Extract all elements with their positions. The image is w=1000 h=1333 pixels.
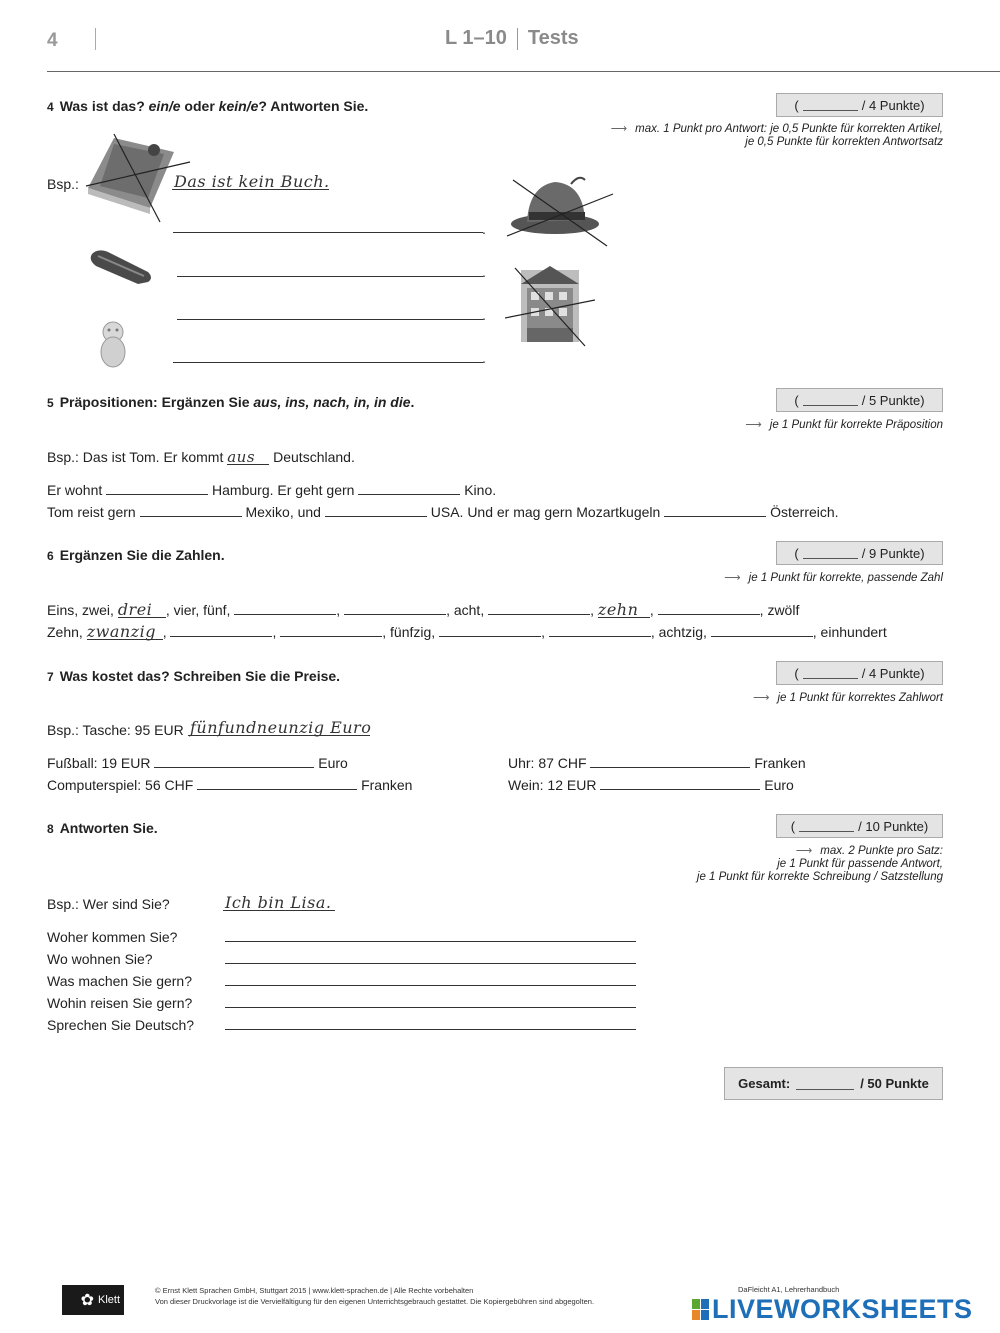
line-end-dot: . xyxy=(482,307,486,323)
points-open: ( xyxy=(794,545,799,561)
ex5-title-part: aus, ins, nach, in, in die xyxy=(253,394,411,410)
header-divider-left xyxy=(95,28,96,50)
ex5-example xyxy=(47,449,355,465)
ex7-example-label: Bsp.: Tasche: 95 EUR xyxy=(47,722,184,738)
ex6-title-text: Ergänzen Sie die Zahlen. xyxy=(59,547,225,563)
line-end-dot: . xyxy=(482,221,486,237)
answer-line[interactable] xyxy=(225,1029,636,1030)
page-number: 4 xyxy=(47,30,58,51)
ex4-example-line xyxy=(172,189,329,190)
points-label: / 4 Punkte) xyxy=(861,665,925,681)
ex4-note-line: je 0,5 Punkte für korrekten Antwortsatz xyxy=(745,136,943,148)
ex6-text: , xyxy=(336,602,341,618)
answer-blank[interactable] xyxy=(711,636,813,637)
ex4-number: 4 xyxy=(47,100,54,114)
answer-blank[interactable] xyxy=(488,614,590,615)
ex6-text: , xyxy=(649,602,654,618)
ex6-note xyxy=(724,572,943,585)
arrow-icon: ⟶ xyxy=(752,692,770,704)
ex7-item-unit: Euro xyxy=(318,755,348,771)
ex6-text: , achtzig, xyxy=(650,624,707,640)
points-input[interactable] xyxy=(803,394,858,406)
total-points-label: / 50 Punkte xyxy=(860,1076,929,1091)
answer-blank[interactable] xyxy=(590,767,750,768)
ex7-note-text: je 1 Punkt für korrektes Zahlwort xyxy=(777,692,943,704)
ex6-text: , zwölf xyxy=(759,602,800,618)
ex5-note-text: je 1 Punkt für korrekte Präposition xyxy=(769,419,943,431)
ex5-note xyxy=(745,419,943,432)
points-input[interactable] xyxy=(803,547,858,559)
ex6-points-box xyxy=(776,541,943,565)
total-points-box xyxy=(724,1067,943,1100)
ex7-note xyxy=(753,692,943,705)
ex7-item-football xyxy=(47,755,348,771)
points-label: / 4 Punkte) xyxy=(861,97,925,113)
ex5-title-part: Präpositionen: Ergänzen Sie xyxy=(59,394,254,410)
footer-copyright xyxy=(155,1285,594,1307)
ex8-question: Woher kommen Sie? xyxy=(47,929,178,945)
line-end-dot: . xyxy=(482,350,486,366)
ex6-text: , vier, fünf, xyxy=(165,602,231,618)
ex7-title xyxy=(47,668,340,684)
ex6-handwritten: drei xyxy=(118,603,166,618)
answer-blank[interactable] xyxy=(140,516,242,517)
klett-logo-mark: ✿ xyxy=(80,1292,94,1309)
ex7-item-label: Wein: 12 EUR xyxy=(508,777,597,793)
points-label: / 5 Punkte) xyxy=(861,392,925,408)
answer-line[interactable] xyxy=(173,362,483,363)
ex7-item-label: Uhr: 87 CHF xyxy=(508,755,587,771)
points-label: / 10 Punkte) xyxy=(858,818,929,834)
answer-blank[interactable] xyxy=(664,516,766,517)
ex4-points-box xyxy=(776,93,943,117)
answer-blank[interactable] xyxy=(658,614,760,615)
ex4-note-line: max. 1 Punkt pro Antwort: je 0,5 Punkte für korrekten Artikel, xyxy=(635,123,943,135)
klett-logo-text: Klett xyxy=(97,1294,120,1306)
ex6-handwritten: zwanzig xyxy=(87,625,163,640)
ex7-item-unit: Franken xyxy=(361,777,413,793)
ex8-question: Was machen Sie gern? xyxy=(47,973,192,989)
ex7-item-watch xyxy=(508,755,806,771)
ex7-item-computergame xyxy=(47,777,412,793)
points-label: / 9 Punkte) xyxy=(861,545,925,561)
ex6-number: 6 xyxy=(47,549,54,563)
answer-blank[interactable] xyxy=(170,636,272,637)
ex5-text: Österreich. xyxy=(770,504,839,520)
ex4-note xyxy=(611,123,943,149)
ex5-example-text: Deutschland. xyxy=(273,449,355,465)
ex8-title xyxy=(47,820,158,836)
ex5-title xyxy=(47,394,414,410)
ex4-title-part: ein/e xyxy=(148,98,181,114)
ex8-question: Wohin reisen Sie gern? xyxy=(47,995,193,1011)
ex8-example-answer: Ich bin Lisa. xyxy=(225,893,332,912)
arrow-icon: ⟶ xyxy=(745,419,762,431)
ex6-text: , xyxy=(590,602,594,618)
answer-line[interactable] xyxy=(173,232,483,233)
ex7-item-label: Fußball: 19 EUR xyxy=(47,755,151,771)
ex7-number: 7 xyxy=(47,670,54,684)
liveworksheets-icon xyxy=(692,1299,709,1320)
points-open: ( xyxy=(794,392,799,408)
points-open: ( xyxy=(794,665,799,681)
liveworksheets-text: LIVEWORKSHEETS xyxy=(712,1294,973,1324)
ex4-title-part: ? Antworten Sie. xyxy=(258,98,369,114)
ex5-line-1 xyxy=(47,482,496,498)
ex5-text: USA. Und er mag gern Mozartkugeln xyxy=(430,504,661,520)
ex4-title xyxy=(47,98,368,114)
ex7-example-answer: fünfundneunzig Euro xyxy=(190,718,372,737)
ex6-handwritten: zehn xyxy=(598,603,650,618)
ex5-text: Hamburg. Er geht gern xyxy=(212,482,355,498)
gummy-bear-picture xyxy=(93,318,133,372)
ex6-text: Eins, zwei, xyxy=(47,602,114,618)
answer-blank[interactable] xyxy=(358,494,460,495)
ex6-line-2 xyxy=(47,624,887,640)
ex6-text: , xyxy=(272,624,277,640)
answer-line[interactable] xyxy=(225,985,636,986)
footer-copyright-line: Von dieser Druckvorlage ist die Vervielfältigung für den eigenen Unterrichtsgebrauch gestattet. Die Kopiergebühren sind abgegolten. xyxy=(155,1297,595,1306)
answer-blank[interactable] xyxy=(197,789,357,790)
header-section: Tests xyxy=(527,27,579,49)
header-lesson: L 1–10 xyxy=(445,27,507,49)
footer-copyright-line: © Ernst Klett Sprachen GmbH, Stuttgart 2015 | www.klett-sprachen.de | Alle Rechte vorbehalten xyxy=(155,1286,474,1295)
ex8-example-label: Bsp.: Wer sind Sie? xyxy=(47,896,170,912)
answer-line[interactable] xyxy=(225,963,636,964)
answer-line[interactable] xyxy=(225,1007,636,1008)
arrow-icon: ⟶ xyxy=(610,123,628,135)
total-points-input[interactable] xyxy=(796,1078,854,1090)
answer-line[interactable] xyxy=(177,276,483,277)
arrow-icon: ⟶ xyxy=(724,572,741,584)
ex5-example-answer: aus xyxy=(227,450,269,465)
ex7-item-label: Computerspiel: 56 CHF xyxy=(47,777,194,793)
ex7-item-unit: Franken xyxy=(754,755,806,771)
answer-blank[interactable] xyxy=(106,494,208,495)
ex6-text: Zehn, xyxy=(47,624,83,640)
answer-blank[interactable] xyxy=(325,516,427,517)
line-end-dot: . xyxy=(482,264,486,280)
answer-blank[interactable] xyxy=(549,636,651,637)
ex7-points-box xyxy=(776,661,943,685)
knife-picture xyxy=(88,246,156,288)
ex5-text: Kino. xyxy=(464,482,497,498)
ex5-text: Tom reist gern xyxy=(47,504,136,520)
header-separator xyxy=(517,28,518,50)
answer-blank[interactable] xyxy=(439,636,541,637)
points-open: ( xyxy=(794,97,799,113)
house-picture xyxy=(505,264,595,348)
klett-logo xyxy=(62,1285,124,1315)
ex5-title-part: . xyxy=(410,394,415,410)
ex8-number: 8 xyxy=(47,822,54,836)
answer-blank[interactable] xyxy=(280,636,382,637)
hat-picture xyxy=(505,172,615,248)
answer-blank[interactable] xyxy=(154,767,314,768)
answer-blank[interactable] xyxy=(344,614,446,615)
ex5-points-box xyxy=(776,388,943,412)
ex6-title xyxy=(47,547,225,563)
header-title xyxy=(445,27,579,50)
points-input[interactable] xyxy=(803,667,858,679)
ex5-number: 5 xyxy=(47,396,54,410)
ex4-example-answer: Das ist kein Buch. xyxy=(174,172,330,191)
footer-book-title: DaFleicht A1, Lehrerhandbuch xyxy=(738,1285,840,1294)
liveworksheets-watermark xyxy=(692,1294,973,1325)
answer-blank[interactable] xyxy=(600,789,760,790)
answer-line[interactable] xyxy=(177,319,483,320)
ex7-title-text: Was kostet das? Schreiben Sie die Preise. xyxy=(59,668,341,684)
ex6-line-1 xyxy=(47,602,799,618)
ex8-note-line: max. 2 Punkte pro Satz: xyxy=(820,845,943,857)
ex6-text: , xyxy=(162,624,167,640)
ex6-note-text: je 1 Punkt für korrekte, passende Zahl xyxy=(748,572,943,584)
points-input[interactable] xyxy=(799,820,854,832)
header-rule xyxy=(47,71,1000,72)
ex7-example-line xyxy=(188,735,370,736)
ex7-item-wine xyxy=(508,777,794,793)
arrow-icon: ⟶ xyxy=(795,845,813,857)
ex5-text: Er wohnt xyxy=(47,482,103,498)
ex8-note xyxy=(697,845,943,884)
ex8-note-line: je 1 Punkt für korrekte Schreibung / Satzstellung xyxy=(696,871,943,883)
ex5-example-text: Bsp.: Das ist Tom. Er kommt xyxy=(47,449,224,465)
ex4-title-part: oder xyxy=(180,98,219,114)
ex7-item-unit: Euro xyxy=(764,777,794,793)
ex8-title-text: Antworten Sie. xyxy=(59,820,158,836)
points-input[interactable] xyxy=(803,99,858,111)
ex8-example-line xyxy=(223,910,335,911)
ex8-question: Sprechen Sie Deutsch? xyxy=(47,1017,195,1033)
points-open: ( xyxy=(790,818,796,834)
ex4-example-label: Bsp.: xyxy=(47,176,79,192)
total-label: Gesamt: xyxy=(738,1076,791,1091)
ex6-text: , acht, xyxy=(446,602,485,618)
ex8-question: Wo wohnen Sie? xyxy=(47,951,153,967)
answer-line[interactable] xyxy=(225,941,636,942)
ex6-text: , einhundert xyxy=(812,624,887,640)
ex6-text: , xyxy=(541,624,545,640)
ex6-text: , fünfzig, xyxy=(382,624,436,640)
ex4-title-part: kein/e xyxy=(218,98,259,114)
ex8-note-line: je 1 Punkt für passende Antwort, xyxy=(777,858,943,870)
answer-blank[interactable] xyxy=(234,614,336,615)
ex8-points-box xyxy=(776,814,943,838)
ex5-text: Mexiko, und xyxy=(245,504,321,520)
ex4-title-part: Was ist das? xyxy=(59,98,149,114)
ex5-line-2 xyxy=(47,504,839,520)
